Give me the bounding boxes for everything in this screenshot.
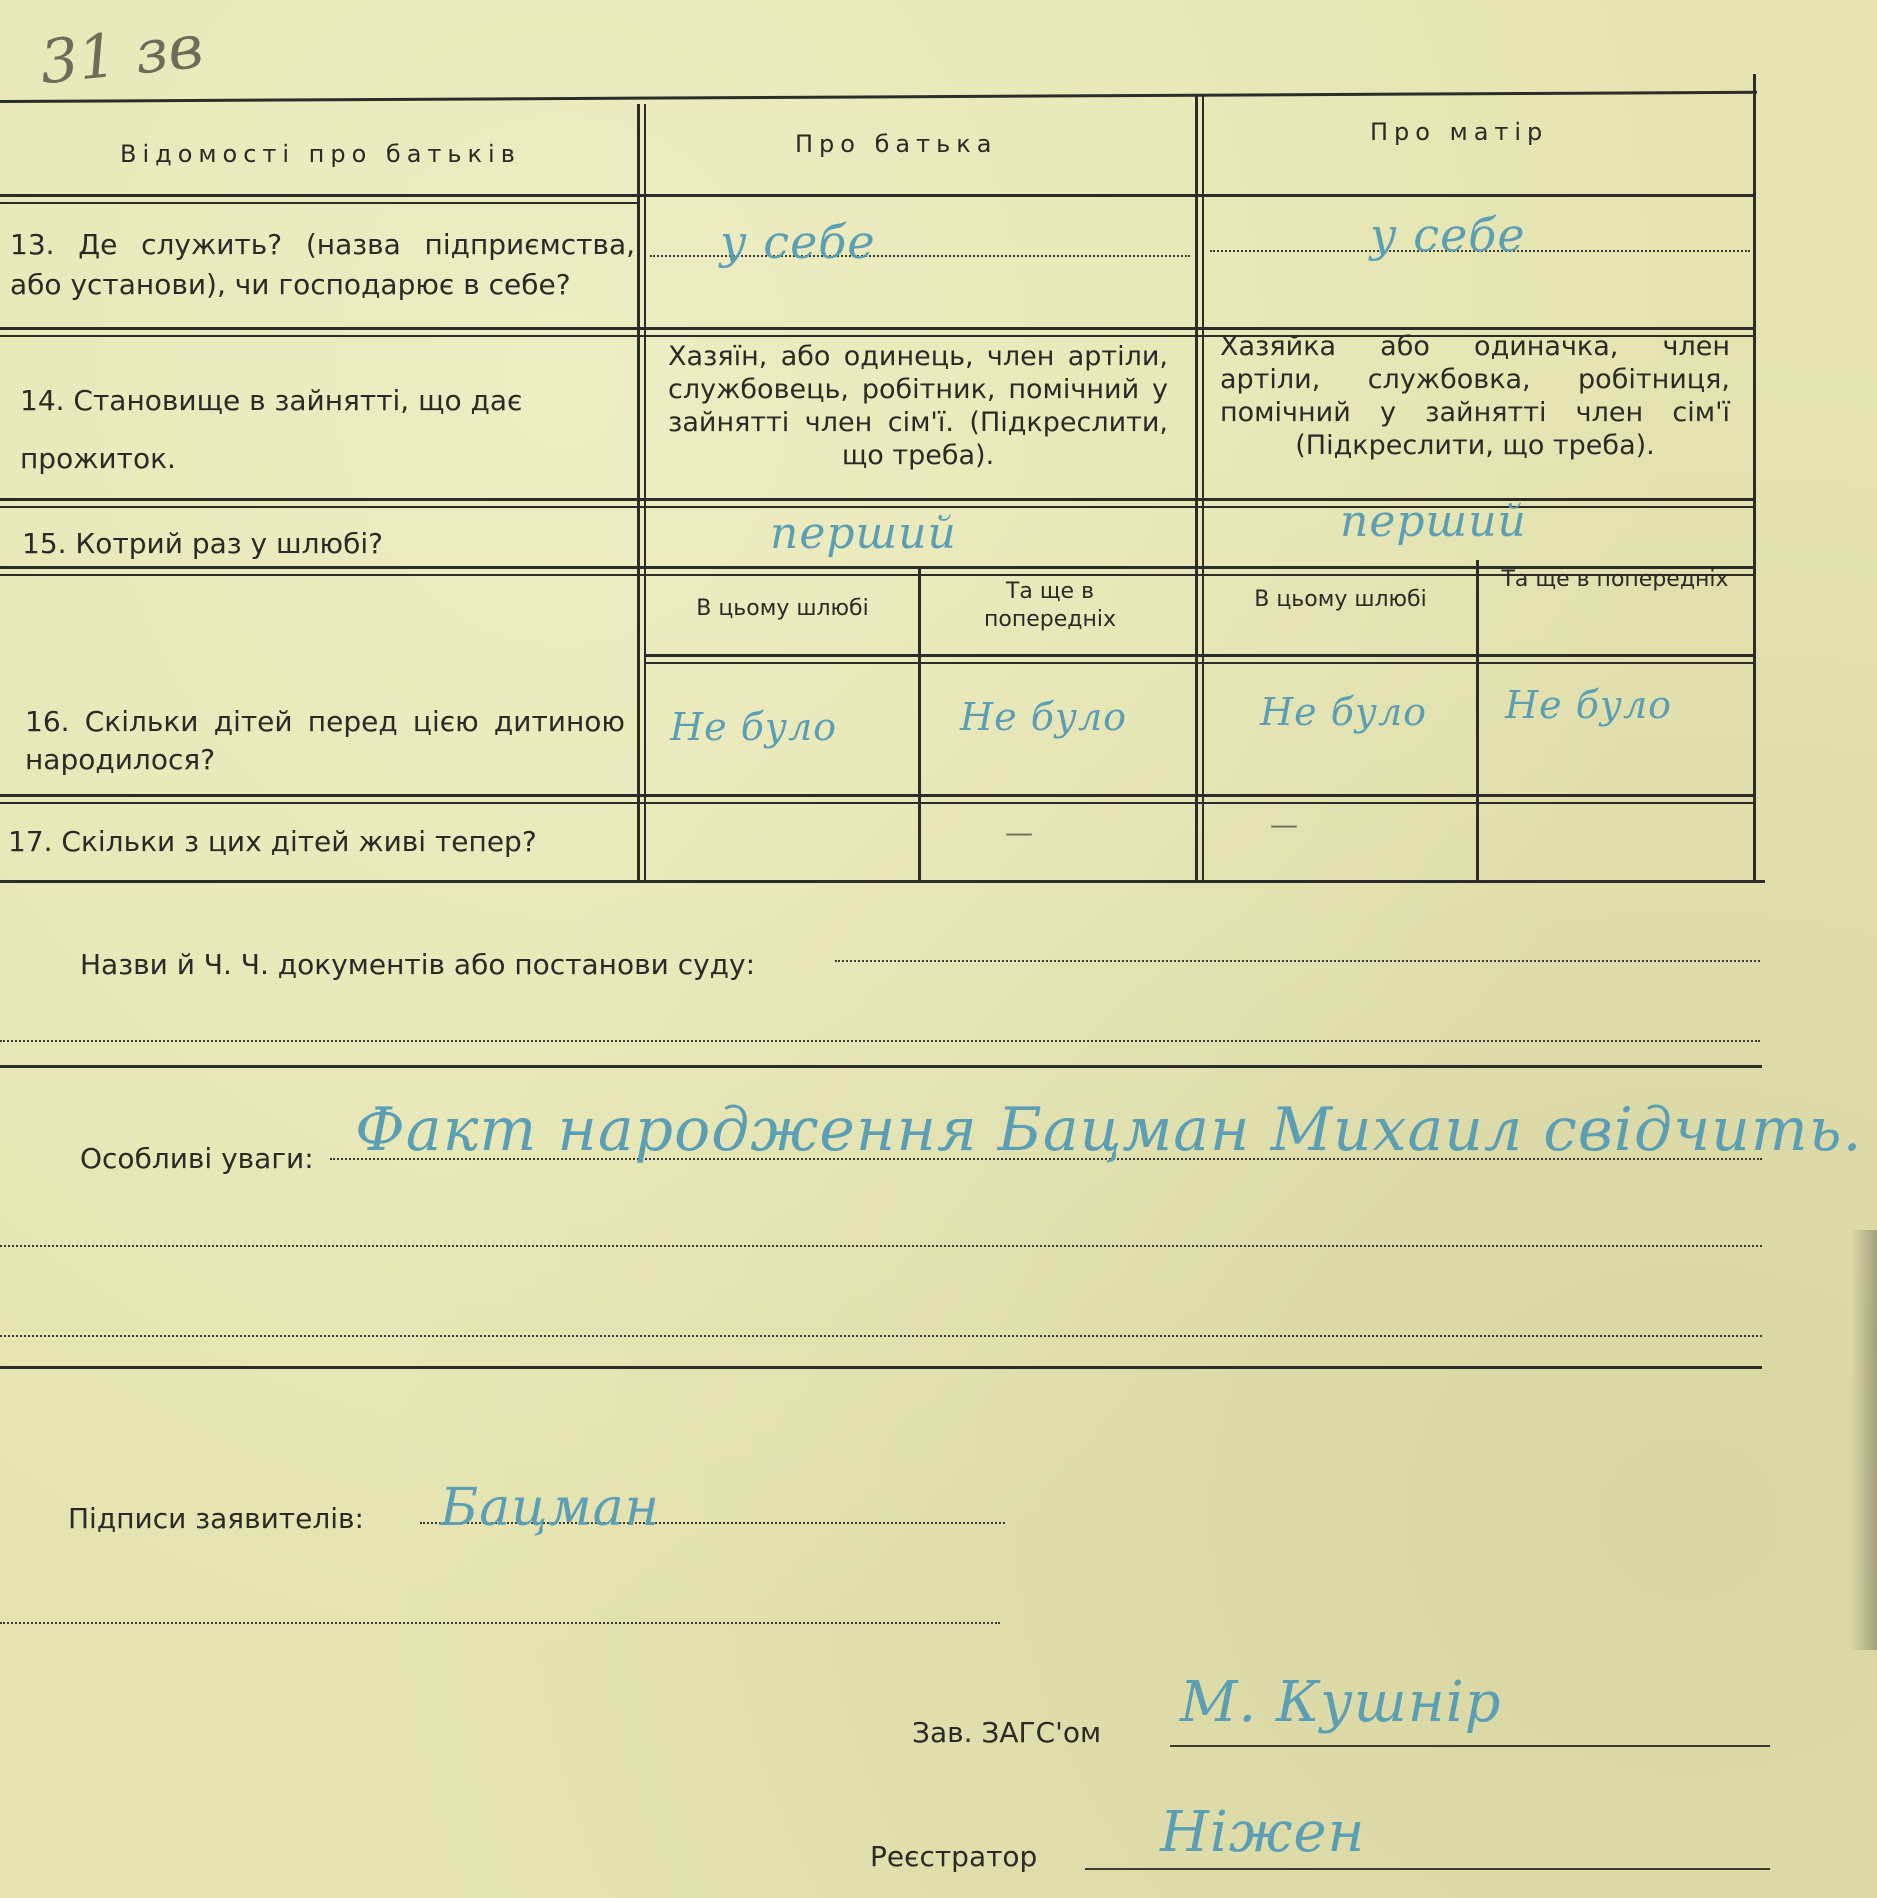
question-17: 17. Скільки з цих дітей живі тепер? <box>8 825 537 858</box>
father-marriage-number: перший <box>770 508 957 559</box>
zags-head-signature-line <box>1170 1745 1770 1747</box>
mother-sub-this-marriage: В цьому шлюбі <box>1254 587 1427 612</box>
documents-label: Назви й Ч. Ч. документів або постанови суду: <box>80 948 756 981</box>
father-children-living-previous: — <box>1005 816 1033 849</box>
remarks-line-2 <box>0 1245 1762 1247</box>
father-sub-this-marriage: В цьому шлюбі <box>696 596 869 621</box>
applicants-signature-label: Підписи заявителів: <box>68 1502 364 1535</box>
question-14: 14. Становище в зайнятті, що дає прожиток. <box>20 384 523 475</box>
applicants-signature-line-2 <box>0 1622 1000 1624</box>
documents-line-2 <box>0 1040 1760 1042</box>
mother-children-previous: Не було <box>1505 683 1673 727</box>
applicant-signature: Бацман <box>440 1478 660 1538</box>
mother-workplace: у себе <box>1370 208 1526 262</box>
mother-occupation-options: Хазяйка або одиначка, член артіли, службовка, робітниця, помічний у зайнятті член сім'ї (Підкреслити, що треба). <box>1220 331 1730 461</box>
zags-head-label: Зав. ЗАГС'ом <box>912 1716 1102 1749</box>
mother-children-living-this: — <box>1270 808 1298 841</box>
zags-head-signature: М. Кушнір <box>1180 1670 1502 1735</box>
mother-marriage-number: перший <box>1340 496 1527 547</box>
remarks-label: Особливі уваги: <box>80 1142 314 1175</box>
mother-children-this: Не було <box>1260 690 1428 734</box>
documents-line-1 <box>835 960 1760 962</box>
torn-edge-shadow <box>1851 1230 1877 1650</box>
father-children-this: Не було <box>670 705 838 749</box>
registrar-label: Реєстратор <box>870 1840 1038 1873</box>
father-occupation-options: Хазяїн, або одинець, член артіли, службовець, робітник, помічний у зайнятті член сім'ї. (Підкреслити, що треба). <box>668 341 1168 471</box>
registrar-signature-line <box>1085 1868 1770 1870</box>
remarks-line-3 <box>0 1335 1762 1337</box>
question-13: 13. Де служить? (назва підприємства, або установи), чи господарює в себе? <box>10 228 635 301</box>
header-father: Про батька <box>795 130 998 158</box>
father-workplace: у себе <box>720 215 876 269</box>
remarks-handwritten-1: Факт народження Бацман Михаил свідчить. <box>355 1095 1863 1165</box>
archive-mark: 31 зв <box>36 11 207 99</box>
father-sub-previous: Та ще в попередніх <box>984 579 1116 632</box>
registrar-signature: Ніжен <box>1160 1800 1366 1865</box>
father-children-previous: Не було <box>960 695 1128 739</box>
header-parents-info: Відомості про батьків <box>120 140 521 168</box>
mother-sub-previous: Та ще в попередніх <box>1501 567 1729 592</box>
question-15: 15. Котрий раз у шлюбі? <box>22 527 384 560</box>
question-16: 16. Скільки дітей перед цією дитиною народилося? <box>25 705 625 776</box>
header-mother: Про матір <box>1370 118 1549 146</box>
